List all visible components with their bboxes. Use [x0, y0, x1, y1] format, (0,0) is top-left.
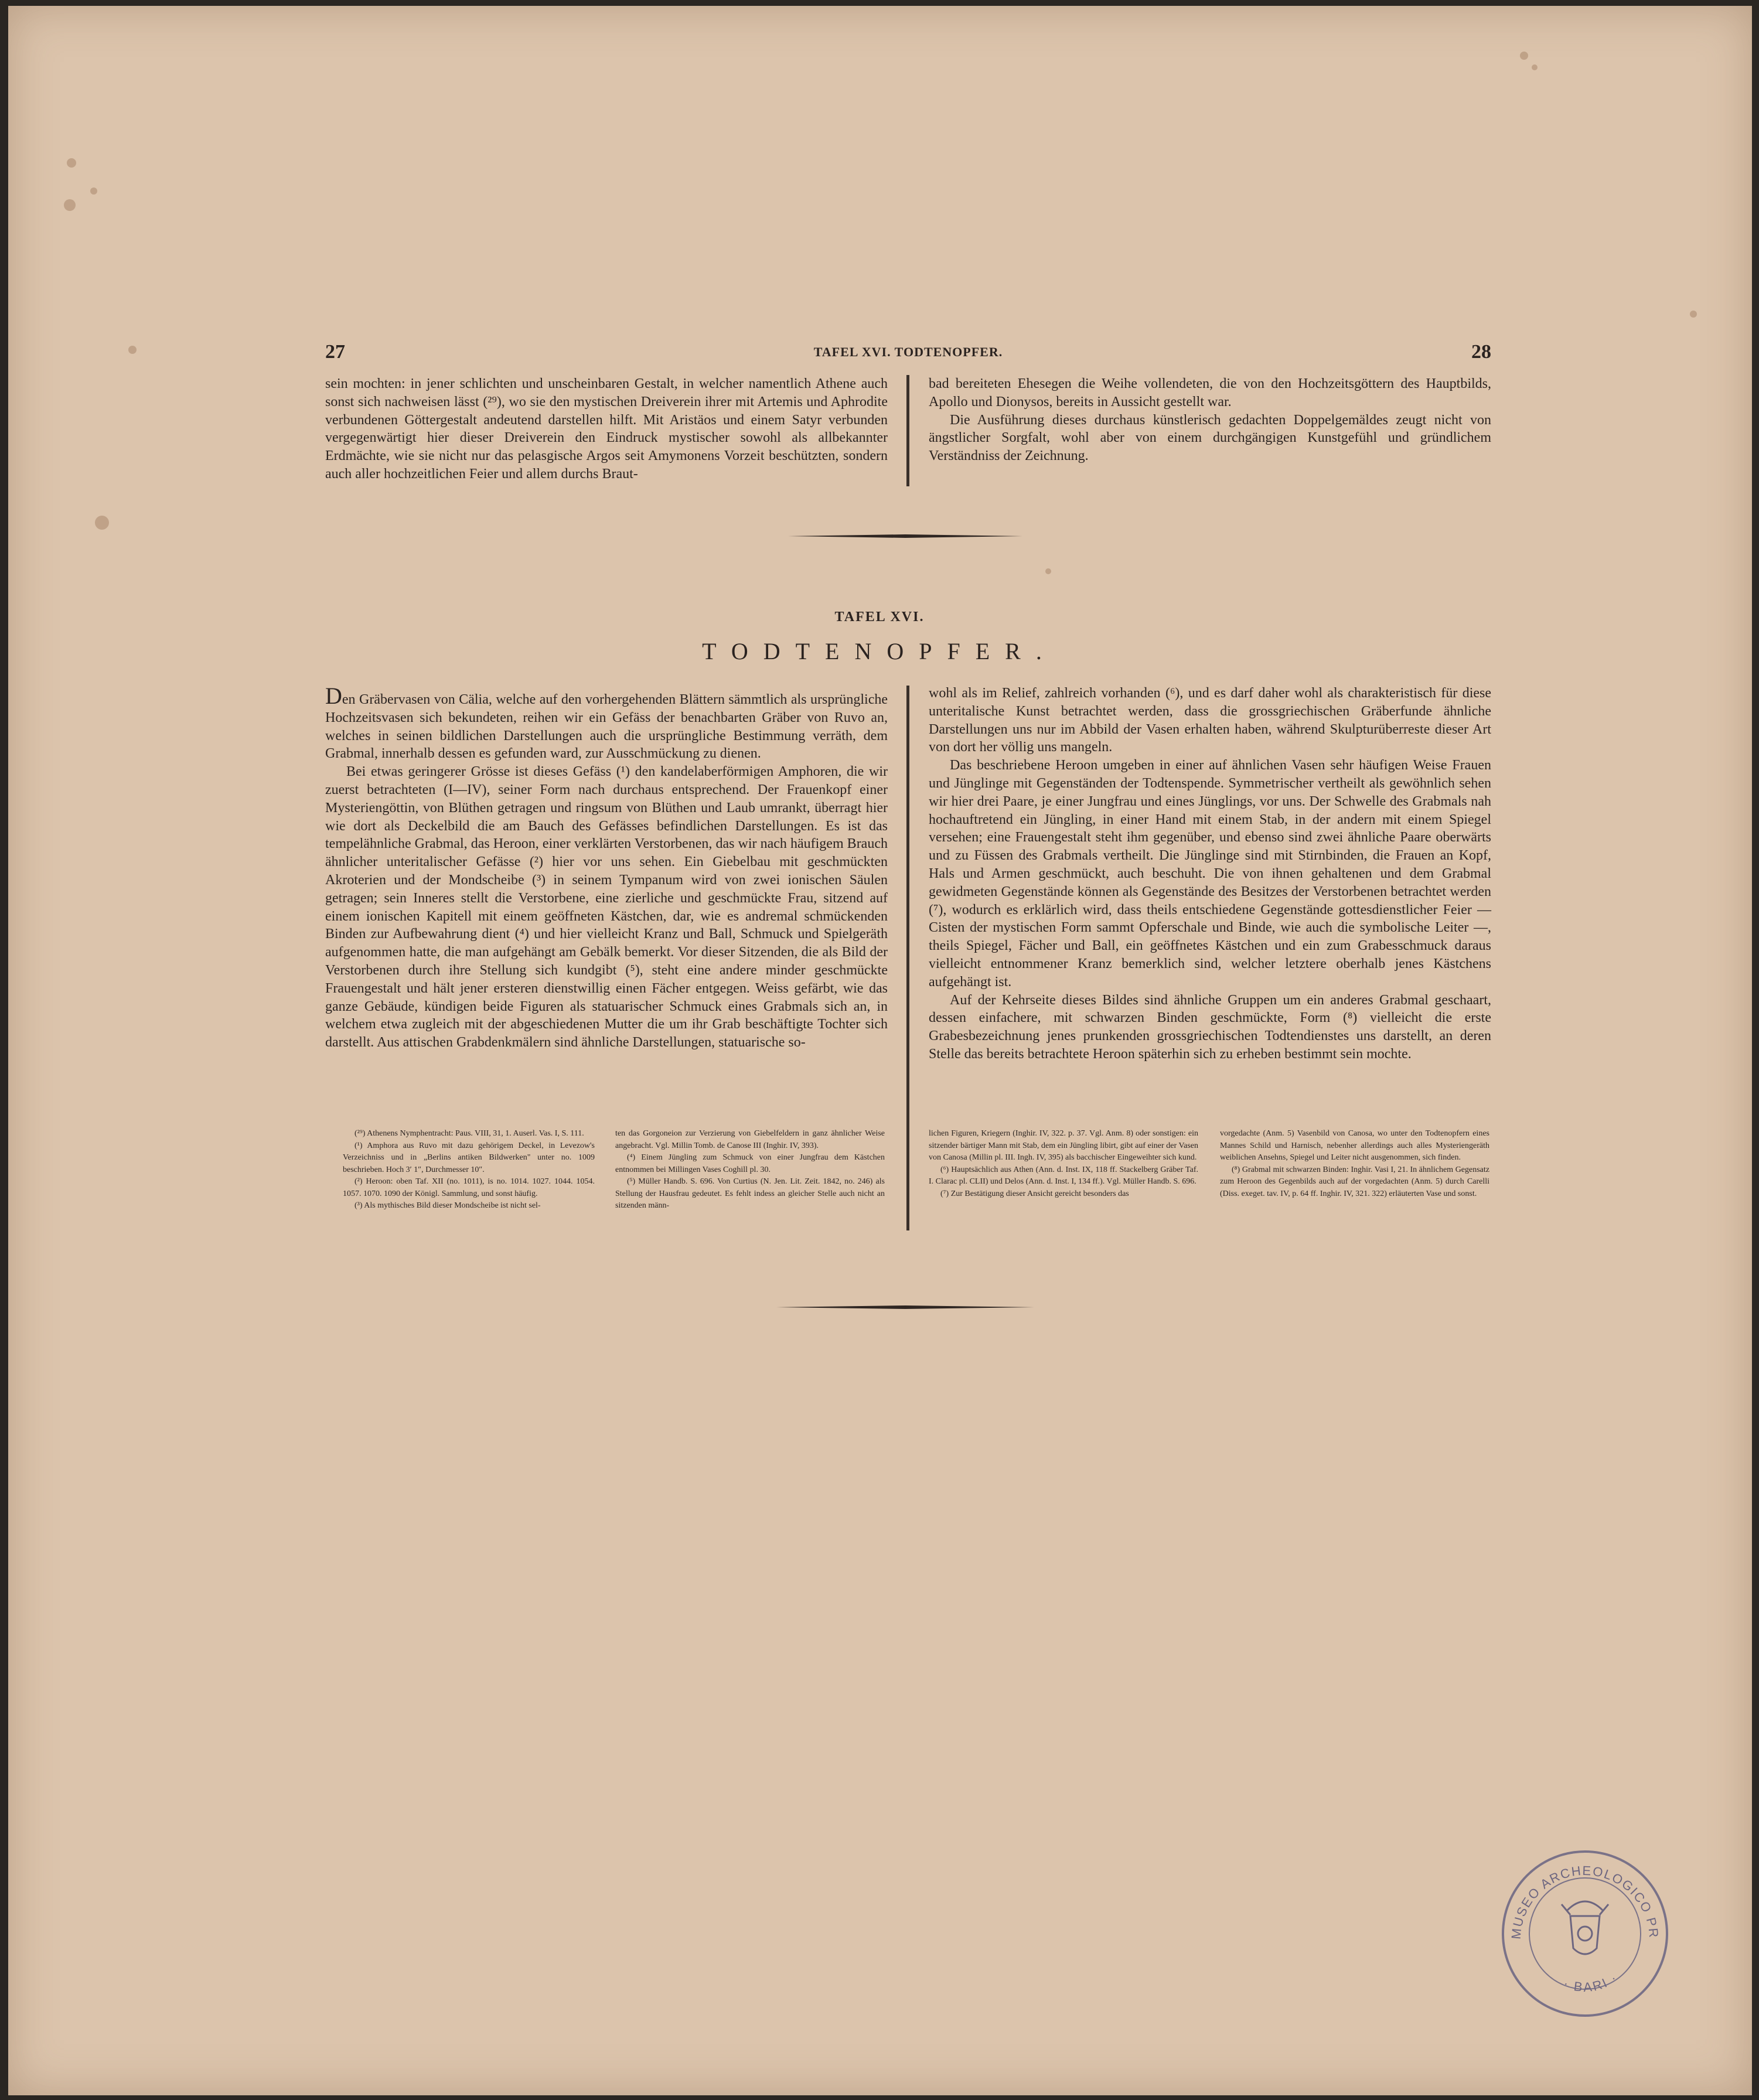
running-head — [325, 341, 1491, 364]
footnotes-column-2 — [615, 1128, 885, 1212]
stamp-text: MUSEO ARCHEOLOGICO PR — [1508, 1863, 1662, 1940]
foxing-spot — [1045, 568, 1051, 574]
foxing-spot — [95, 516, 109, 530]
top-left-column — [325, 375, 888, 483]
svg-text:· BARI · — [1562, 1970, 1621, 1995]
paragraph: bad bereiteten Ehesegen die Weihe vollendeten, die von den Hochzeitsgöttern des Hauptbilds, Apollo und Dionysos, bereits in Aussicht gestellt war. — [929, 376, 1491, 410]
footnote: (⁸) Grabmal mit schwarzen Binden: Inghir. Vasi I, 21. In ähnlichem Gegensatz zum Heroon des Gegenbilds auch auf der vorgedachten (Anm. 5) durch Carelli (Diss. exeget. tav. IV, p. 64 ff. Inghir. IV, 321. 322) erläuterten Vase und sonst. — [1220, 1165, 1489, 1198]
svg-text:MUSEO ARCHEOLOGICO PROVINCIALE — [1497, 1846, 1661, 1940]
footnote: vorgedachte (Anm. 5) Vasenbild von Canosa, wo unter den Todtenopfern eines Mannes Schild und Harnisch, nebenher allerdings auch alles Mysteriengeräth weiblichen Ansehns, Spiegel und Leiter nicht ausgenommen, sich finden. — [1220, 1129, 1489, 1162]
footnote: (⁷) Zur Bestätigung dieser Ansicht gereicht besonders das — [940, 1189, 1129, 1198]
foxing-spot — [1690, 311, 1697, 318]
plate-title: TODTENOPFER. — [702, 638, 1057, 664]
paragraph: sein mochten: in jener schlichten und unscheinbaren Gestalt, in welcher namentlich Athene auch sonst sich nachweisen lässt (²⁹), wo sie den mystischen Dreiverein ihrer mit Artemis und Aphrodite verbundenen Göttergestalt andeutend darstellen hilft. Mit Aristäos und einem Satyr verbunden vergegenwärtigt hier dieser Dreiverein den Eindruck mystischer sowohl als allbekannter Erdmächte, wie sie nicht nur das pelasgische Argos seit Amymonens Vorzeit beschützten, sondern auch aller hochzeitlichen Feier und allem durchs Braut- — [325, 376, 888, 482]
paragraph: Die Ausführung dieses durchaus künstlerisch gedachten Doppelgemäldes zeugt nicht von ängstlicher Sorgfalt, wohl aber von einem durchgängigen Kunstgefühl und gründlichem Verständniss der Zeichnung. — [929, 412, 1491, 464]
footnote: ten das Gorgoneion zur Verzierung von Giebelfeldern in ganz ähnlicher Weise angebracht. Vgl. Millin Tomb. de Canose III (Inghir. IV, 393). — [615, 1129, 885, 1150]
column-divider — [906, 686, 909, 1230]
plate-label: TAFEL XVI. — [834, 609, 925, 625]
foxing-spot — [1532, 64, 1538, 70]
foxing-spot — [128, 346, 137, 354]
page-number-left: 27 — [325, 341, 345, 363]
footnotes-column-4 — [1220, 1128, 1489, 1200]
footnote: (⁵) Müller Handb. S. 696. Von Curtius (N. Jen. Lit. Zeit. 1842, no. 246) als Stellung der Hausfrau gedeutet. Es fehlt indess an gleicher Stelle auch nicht an sitzenden männ- — [615, 1177, 885, 1210]
stamp-graphic — [1497, 1846, 1673, 2021]
paragraph: wohl als im Relief, zahlreich vorhanden (⁶), und es darf daher wohl als charakteristisch für diese unteritalische Kunst betrachtet werden, dass die grossgriechischen Gräberfunde ähnliche Darstellungen uns nur im Abbild der Vasen erhalten haben, während Skulpturüberreste dieser Art von dort her völlig uns mangeln. — [929, 686, 1491, 755]
footnotes-column-1 — [343, 1128, 595, 1212]
footnote: (⁶) Hauptsächlich aus Athen (Ann. d. Inst. IX, 118 ff. Stackelberg Gräber Taf. I. Clarac pl. CLII) und Delos (Ann. d. Inst. I, 134 ff.). Vgl. Müller Handb. S. 696. — [929, 1165, 1198, 1186]
footnote: (¹) Amphora aus Ruvo mit dazu gehörigem Deckel, in Levezow's Verzeichniss und in „Berlins antiken Bildwerken" unter no. 1009 beschrieben. Hoch 3′ 1″, Durchmesser 10″. — [343, 1141, 595, 1174]
museum-stamp — [1497, 1846, 1673, 2021]
foxing-spot — [67, 158, 76, 168]
paragraph — [325, 684, 888, 763]
running-title: TAFEL XVI. TODTENOPFER. — [813, 345, 1003, 359]
footnote: (⁴) Einem Jüngling zum Schmuck von einer Jungfrau dem Kästchen entnommen bei Millingen Vases Coghill pl. 30. — [615, 1153, 885, 1174]
footnote: (²) Heroon: oben Taf. XII (no. 1011), is no. 1014. 1027. 1044. 1054. 1057. 1070. 1090 der Königl. Sammlung, und sonst häufig. — [343, 1177, 595, 1198]
top-right-column — [929, 375, 1491, 465]
footnote: (³) Als mythisches Bild dieser Mondscheibe ist nicht sel- — [354, 1201, 541, 1210]
paragraph: Bei etwas geringerer Grösse ist dieses Gefäss (¹) den kandelaberförmigen Amphoren, die wir zuerst betrachteten (I—IV), seiner Form nach durchaus entsprechend. Der Frauenkopf einer Mysteriengöttin, von Blüthen getragen und ringsum von Blüthen und Laub umrankt, überragt hier wie dort als Deckelbild die am Bauch des Gefässes befindlichen Darstellungen. Es ist das tempelähnliche Grabmal, das Heroon, einer verklärten Verstorbenen, das wir nach häufigem Brauch ähnlicher unteritalischer Gefässe (²) hier vor uns sehen. Ein Giebelbau mit geschmückten Akroterien und der Mondscheibe (³) in seinem Tympanum wird von zwei ionischen Säulen getragen; sein Inneres stellt die Verstorbene, eine zierliche und geschmückte Frau, sitzend auf einem ionischen Kapitell mit einem geöffneten Kästchen, dar, wie es andremal schmückenden Binden zur Aufbewahrung dient (⁴) und hier vielleicht Kranz und Ball, Schmuck und Spielgeräth aufgenommen hatte, die man aufgehängt am Gebälk bemerkt. Vor dieser Sitzenden, die als Bild der Verstorbenen durch ihre Stellung sich kundgibt (⁵), steht eine andere minder geschmückte Frauengestalt und hält jener ersteren dienstwillig einen Fächer entgegen. Weiss gefärbt, wie das ganze Gebäude, kündigen beide Figuren als statuarischer Schmuck eines Grabmals sich an, in welchem etwa zugleich mit der abgeschiedenen Mutter die um ihr Grab beschäftigte Tochter sich darstellt. Aus attischen Grabdenkmälern sind ähnliche Darstellungen, statuarische so- — [325, 764, 888, 1051]
footnotes-column-3 — [929, 1128, 1198, 1200]
footnote: lichen Figuren, Kriegern (Inghir. IV, 322. p. 37. Vgl. Anm. 8) oder sonstigen: ein sitzender bärtiger Mann mit Stab, dem ein Jüngling libirt, gibt auf einer der Vasen von Canosa (Millin pl. III. Ingh. IV, 395) als bacchischer Eingeweihter sich kund. — [929, 1129, 1198, 1162]
paragraph: Das beschriebene Heroon umgeben in einer auf ähnlichen Vasen sehr häufigen Weise Frauen und Jünglinge mit Gegenständen der Todtenspende. Symmetrischer vertheilt als gewöhnlich sehen wir hier drei Paare, je einer Jungfrau und eines Jünglings, vor uns. Der Schwelle des Grabmals nah hochauftretend ein Jüngling, in einer Hand mit einem Stab, in der andern mit einem Spiegel versehen; eine Frauengestalt steht ihm gegenüber, und ebenso sind zwei ähnliche Paare oberwärts und zu Füssen des Grabmals vertheilt. Die Jünglinge sind mit Stirnbinden, die Frauen an Kopf, Hals und Armen geschmückt, auch beschuht. Die von ihnen gehaltenen und dem Grabmal gewidmeten Gegenstände können als Gegenstände des Besitzes der Verstorbenen betrachtet werden (⁷), wodurch es erklärlich wird, dass theils entschiedene Gegenstände gottesdienstlicher Feier — Cisten der mystischen Form sammt Opferschale und Binde, wie auch die symbolische Leiter —, theils Spiegel, Fächer und Ball, ein geöffnetes Kästchen und ein zum Grabesschmuck daraus vielleicht entnommener Kranz bemerklich sind, welcher letztere oberhalb jenes Kästchens aufgehängt ist. — [929, 758, 1491, 990]
foxing-spot — [90, 188, 97, 195]
column-divider — [906, 375, 909, 486]
page-number-right: 28 — [1471, 341, 1491, 363]
paragraph: Auf der Kehrseite dieses Bildes sind ähnliche Gruppen um ein anderes Grabmal geschaart, dessen einfachere, mit schwarzen Binden geschmückte, Form (⁸) vielleicht die erste Grabesbezeichnung jenes prunkenden grossgriechischen Todtendienstes uns darstellt, an deren Stelle das bereits betrachtete Heroon späterhin sich zu erheben bestimmt sein mochte. — [929, 992, 1491, 1062]
foxing-spot — [64, 199, 76, 211]
paragraph-text: en Gräbervasen von Cälia, welche auf den vorhergehenden Blättern sämmtlich als ursprüngliche Hochzeitsvasen sich bekundeten, reihen wir ein Gefäss der benachbarten Gräber von Ruvo an, welches in seinen bildlichen Darstellungen auch die ursprüngliche Bestimmung verräth, dem Grabmal, innerhalb dessen es gefunden ward, zur Ausschmückung zu dienen. — [325, 692, 888, 762]
foxing-spot — [1520, 52, 1528, 60]
body-right-column — [929, 684, 1491, 1063]
footnote: (²⁹) Athenens Nymphentracht: Paus. VIII, 31, 1. Auserl. Vas. I, S. 111. — [354, 1129, 584, 1138]
stamp-city: · BARI · — [1561, 1969, 1621, 1995]
drop-cap: D — [325, 683, 342, 709]
coat-of-arms-icon — [1562, 1901, 1608, 1954]
body-left-column — [325, 684, 888, 1052]
